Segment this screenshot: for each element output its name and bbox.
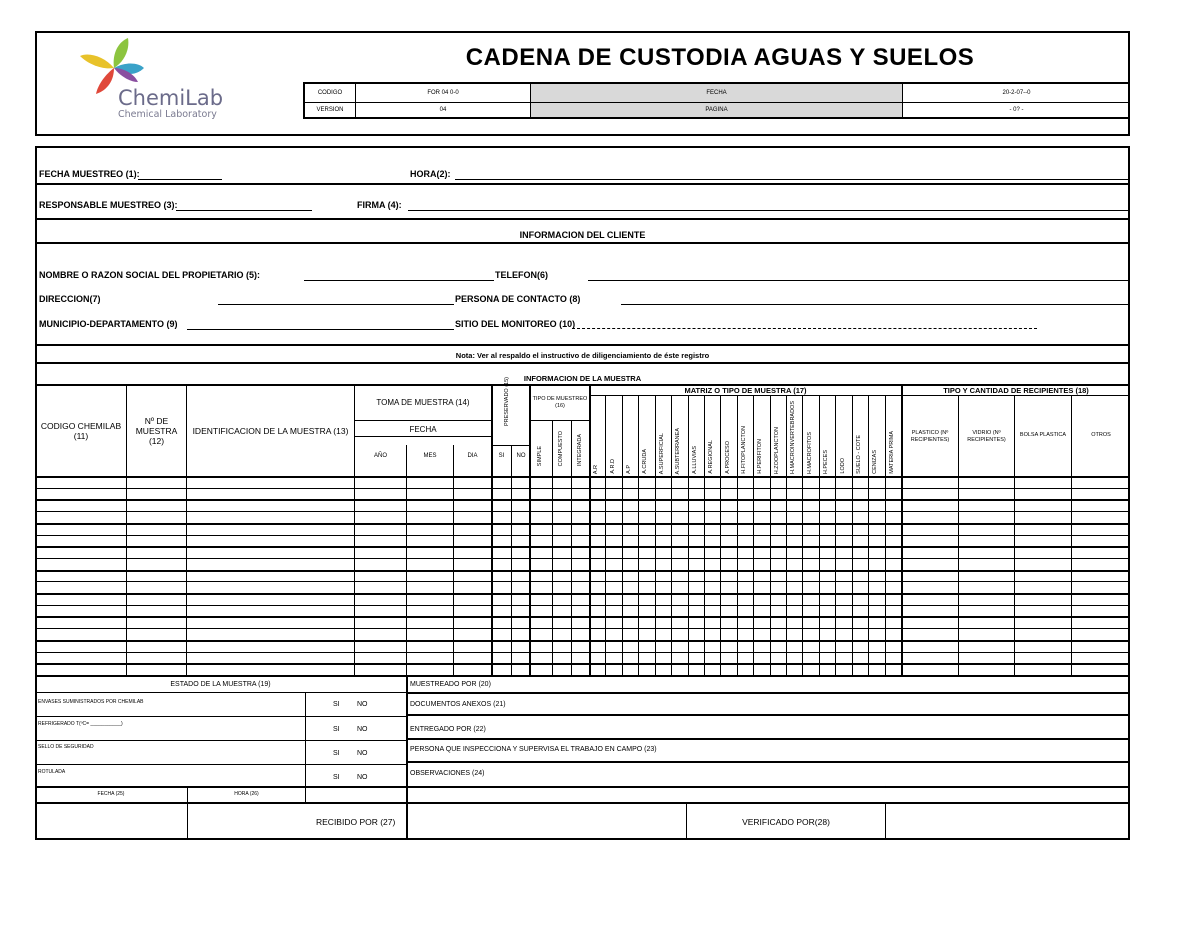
num-muestra-header: Nº DE MUESTRA (12) <box>135 416 178 447</box>
matriz-col-label: A.PROCESO <box>725 441 731 474</box>
persona-label: PERSONA QUE INSPECCIONA Y SUPERVISA EL TRABAJO EN CAMPO (23) <box>410 746 657 753</box>
table-row[interactable] <box>35 652 1130 653</box>
envases-si[interactable]: SI <box>333 701 340 708</box>
hora-label: HORA(2): <box>410 169 451 179</box>
sitio-label: SITIO DEL MONITOREO (10) <box>455 319 576 329</box>
vidrio-header: VIDRIO (Nº RECIPIENTES) <box>967 430 1006 443</box>
identificacion-header: IDENTIFICACION DE LA MUESTRA (13) <box>192 426 349 436</box>
table-row[interactable] <box>35 558 1130 559</box>
form-box <box>35 146 1130 840</box>
matriz-col-label: H.ZOOPLANCTON <box>774 426 780 474</box>
logo-name: ChemiLab <box>118 86 224 110</box>
matriz-col-label: A.LLUVIAS <box>692 446 698 474</box>
fecha-muestreo-label: FECHA MUESTREO (1): <box>39 169 140 179</box>
sello-no[interactable]: NO <box>357 750 368 757</box>
estado-label: ESTADO DE LA MUESTRA (19) <box>170 681 271 688</box>
fecha-value: 20-2-07--0 <box>1002 90 1031 96</box>
telefono-field[interactable] <box>588 280 1128 281</box>
matriz-col-label: H.MACROINVERTEBRADOS <box>790 401 796 474</box>
matriz-col-label: H.FITOPLANCTON <box>741 426 747 474</box>
fecha-label: FECHA <box>706 90 727 96</box>
hora26-label: HORA (26) <box>234 791 259 797</box>
sample-section-title: INFORMACION DE LA MUESTRA <box>523 374 642 383</box>
matriz-col-label: A.R.D <box>610 459 616 474</box>
sitio-field[interactable] <box>572 328 1037 329</box>
table-row[interactable] <box>35 640 1130 642</box>
entregado-label: ENTREGADO POR (22) <box>410 726 486 733</box>
firma-field[interactable] <box>408 210 1128 211</box>
matriz-col-label: A.SUBTERRANEA <box>675 427 681 474</box>
table-row[interactable] <box>35 511 1130 512</box>
plastico-header: PLASTICO (Nº RECIPIENTES) <box>910 430 950 443</box>
rotulada-no[interactable]: NO <box>357 774 368 781</box>
chemilab-logo <box>78 38 228 122</box>
municipio-field[interactable] <box>187 329 454 330</box>
documentos-label: DOCUMENTOS ANEXOS (21) <box>410 701 506 708</box>
document-title: CADENA DE CUSTODIA AGUAS Y SUELOS <box>465 44 975 71</box>
nota-text: Nota: Ver al respaldo el instructivo de diligenciamiento de éste registro <box>455 351 710 360</box>
sello-si[interactable]: SI <box>333 750 340 757</box>
contacto-field[interactable] <box>621 304 1128 305</box>
table-row[interactable] <box>35 488 1130 489</box>
table-row[interactable] <box>35 605 1130 606</box>
nombre-label: NOMBRE O RAZON SOCIAL DEL PROPIETARIO (5): <box>39 270 261 280</box>
codigo-chemilab-header: CODIGO CHEMILAB (11) <box>40 421 122 442</box>
municipio-label: MUNICIPIO-DEPARTAMENTO (9) <box>39 319 178 329</box>
recipientes-header: TIPO Y CANTIDAD DE RECIPIENTES (18) <box>943 386 1089 395</box>
firma-label: FIRMA (4): <box>357 200 402 210</box>
table-row[interactable] <box>35 628 1130 629</box>
client-section-title: INFORMACION DEL CLIENTE <box>519 230 646 240</box>
preservado-header: PRESERVADO (15) <box>504 376 510 426</box>
table-row[interactable] <box>35 523 1130 525</box>
preservado-no: NO <box>516 453 526 459</box>
refrigerado-label: REFRIGERADO T(ºC= ___________) <box>38 721 123 727</box>
matriz-col-label: A.P <box>626 465 632 474</box>
direccion-label: DIRECCION(7) <box>39 294 101 304</box>
table-row[interactable] <box>35 663 1130 665</box>
responsable-label: RESPONSABLE MUESTREO (3): <box>39 200 178 210</box>
table-row[interactable] <box>35 499 1130 501</box>
observaciones-label: OBSERVACIONES (24) <box>410 770 485 777</box>
table-row[interactable] <box>35 546 1130 548</box>
matriz-col-label: SUELO - COTE <box>856 435 862 474</box>
fecha-header: FECHA <box>409 425 437 434</box>
table-row[interactable] <box>35 593 1130 595</box>
mes-header: MES <box>423 453 437 459</box>
matriz-col-label: A.R <box>593 464 599 474</box>
envases-label: ENVASES SUMINISTRADOS POR CHEMILAB <box>38 699 144 705</box>
tipo-muestreo-col-label: SIMPLE <box>537 445 543 466</box>
fecha-muestreo-field[interactable] <box>138 179 222 180</box>
matriz-col-label: MATERIA PRIMA <box>889 431 895 474</box>
table-row[interactable] <box>35 616 1130 618</box>
fecha25-label: FECHA (25) <box>97 791 125 797</box>
muestreado-label: MUESTREADO POR (20) <box>410 681 491 688</box>
envases-no[interactable]: NO <box>357 701 368 708</box>
matriz-col-label: A.CRUDA <box>642 449 648 474</box>
table-row[interactable] <box>35 535 1130 536</box>
otros-header: OTROS <box>1091 432 1111 438</box>
refrigerado-si[interactable]: SI <box>333 726 340 733</box>
hora-field[interactable] <box>455 179 1128 180</box>
rotulada-si[interactable]: SI <box>333 774 340 781</box>
contacto-label: PERSONA DE CONTACTO (8) <box>455 294 581 304</box>
preservado-si: SI <box>498 453 505 459</box>
codigo-value: FOR 04 0-0 <box>427 90 459 96</box>
pagina-label: PAGINA <box>705 107 728 113</box>
anio-header: AÑO <box>373 453 387 459</box>
nombre-field[interactable] <box>304 280 494 281</box>
matriz-col-label: CENIZAS <box>872 450 878 474</box>
tipo-muestreo-header: TIPO DE MUESTREO (16) <box>532 396 588 409</box>
verificado-label: VERIFICADO POR(28) <box>742 817 830 827</box>
matriz-col-label: A.REGIONAL <box>708 440 714 474</box>
logo-subtitle: Chemical Laboratory <box>118 109 217 120</box>
tipo-muestreo-col-label: COMPUESTO <box>558 430 564 466</box>
sello-label: SELLO DE SEGURIDAD <box>38 744 94 750</box>
tipo-muestreo-col-label: INTEGRADA <box>577 433 583 466</box>
recibido-label: RECIBIDO POR (27) <box>316 817 396 827</box>
refrigerado-no[interactable]: NO <box>357 726 368 733</box>
responsable-field[interactable] <box>176 210 312 211</box>
codigo-label: CODIGO <box>317 90 343 96</box>
matriz-col-label: H.PECES <box>823 449 829 474</box>
matriz-header: MATRIZ O TIPO DE MUESTRA (17) <box>684 386 807 395</box>
version-value: 04 <box>439 107 447 113</box>
telefono-label: TELEFON(6) <box>495 270 548 280</box>
dia-header: DIA <box>467 453 478 459</box>
matriz-col-label: LODO <box>840 458 846 474</box>
pagina-value: - 0? - <box>1009 107 1024 113</box>
version-label: VERSION <box>316 107 344 113</box>
matriz-col-label: A.SUPERFICIAL <box>659 432 665 474</box>
rotulada-label: ROTULADA <box>38 769 66 775</box>
matriz-col-label: H.MACROFITOS <box>807 431 813 474</box>
table-row[interactable] <box>35 581 1130 582</box>
table-row[interactable] <box>35 570 1130 572</box>
toma-header: TOMA DE MUESTRA (14) <box>376 398 470 407</box>
direccion-field[interactable] <box>218 304 454 305</box>
matriz-col-label: H.PERIFITON <box>757 439 763 474</box>
bolsa-header: BOLSA PLASTICA <box>1019 432 1067 438</box>
